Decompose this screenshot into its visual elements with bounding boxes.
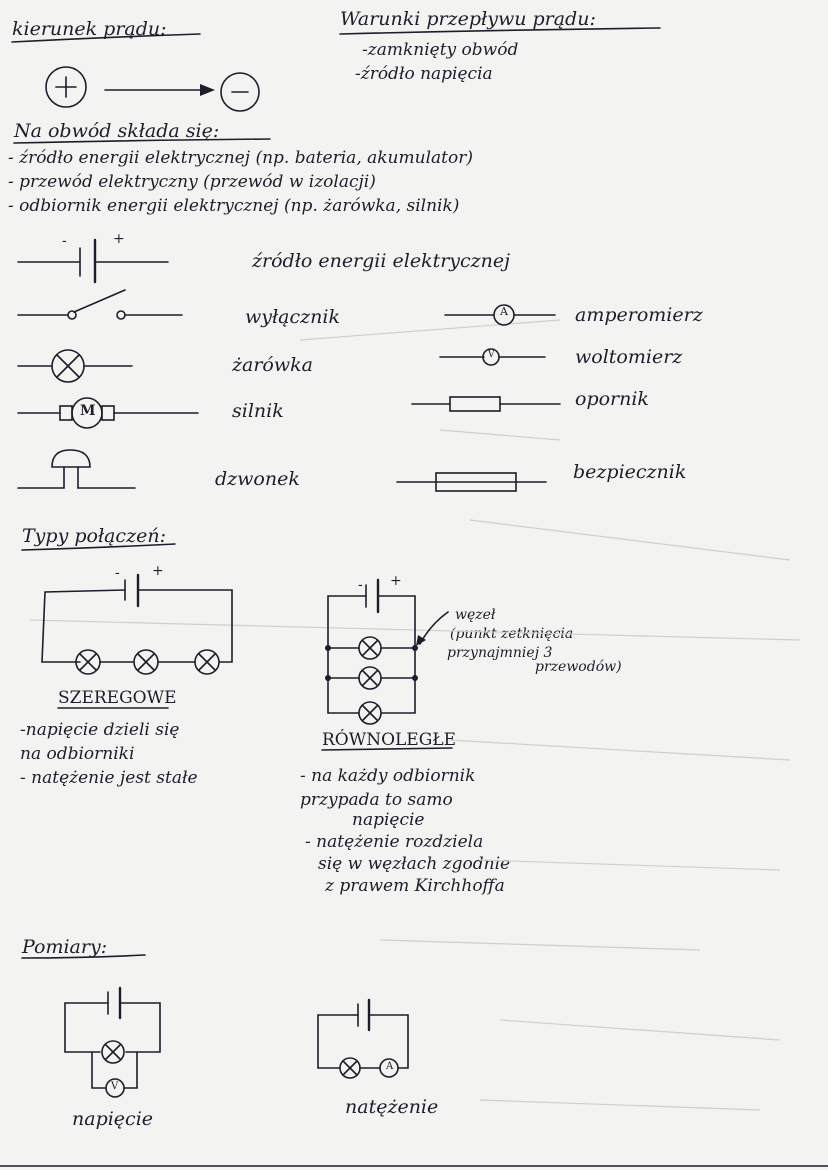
motor-symbol-icon: [18, 398, 198, 428]
current-direction-diagram: [46, 67, 259, 111]
parallel-note-6: z prawem Kirchhoffa: [325, 876, 505, 896]
measure-voltmeter-letter: V: [111, 1081, 119, 1092]
label-voltmeter: woltomierz: [575, 346, 683, 368]
direction-heading: kierunek prądu:: [12, 18, 167, 40]
fuse-symbol-icon: [397, 473, 546, 491]
bleed-through: [30, 320, 800, 1110]
circuit-item-source: - źródło energii elektrycznej (np. bateria, akumulator): [8, 148, 473, 168]
label-ammeter: amperomierz: [575, 304, 703, 326]
parallel-minus-sign: -: [358, 577, 363, 593]
circuit-item-wire: - przewód elektryczny (przewód w izolacji): [8, 172, 376, 192]
connections-heading: Typy połączeń:: [22, 525, 166, 547]
series-note-1: -napięcie dzieli się: [20, 720, 180, 740]
series-minus-sign: -: [115, 565, 120, 581]
label-resistor: opornik: [575, 388, 649, 410]
voltmeter-symbol-icon: [440, 349, 545, 365]
node-note-1: węzeł: [455, 607, 496, 623]
parallel-label: RÓWNOLEGŁE: [322, 730, 457, 750]
series-note-3: - natężenie jest stałe: [20, 768, 198, 788]
voltage-measure-label: napięcie: [72, 1108, 154, 1130]
source-symbol-icon: [18, 240, 168, 282]
resistor-symbol-icon: [412, 397, 560, 411]
bulb-symbol-icon: [18, 350, 132, 382]
parallel-note-5: się w węzłach zgodnie: [318, 854, 511, 874]
label-motor: silnik: [232, 400, 284, 422]
label-switch: wyłącznik: [245, 306, 340, 328]
voltmeter-letter: V: [488, 350, 495, 360]
switch-symbol-icon: [18, 290, 182, 319]
parallel-plus-sign: +: [390, 573, 402, 589]
node-note-3: przynajmniej 3: [447, 645, 553, 661]
label-source: źródło energii elektrycznej: [252, 250, 511, 272]
series-note-2: na odbiorniki: [20, 744, 135, 764]
condition-item-source: -źródło napięcia: [355, 64, 493, 84]
heading-underlines: [12, 28, 660, 958]
parallel-note-3: napięcie: [352, 810, 425, 830]
motor-letter: M: [80, 403, 96, 419]
series-label: SZEREGOWE: [58, 688, 177, 708]
parallel-circuit-diagram: [322, 577, 452, 750]
label-bell: dzwonek: [215, 468, 300, 490]
series-circuit-diagram: [42, 575, 232, 708]
source-minus-sign: -: [62, 233, 67, 249]
voltage-measurement-diagram: [65, 988, 160, 1097]
parallel-note-4: - natężenie rozdziela: [305, 832, 484, 852]
condition-item-closed: -zamknięty obwód: [362, 40, 519, 60]
current-measure-label: natężenie: [345, 1096, 439, 1118]
series-plus-sign: +: [152, 563, 164, 579]
bell-symbol-icon: [18, 450, 135, 488]
conditions-heading: Warunki przepływu prądu:: [340, 8, 596, 30]
measurements-heading: Pomiary:: [22, 936, 108, 958]
source-plus-sign: +: [113, 231, 125, 247]
label-bulb: żarówka: [232, 354, 313, 376]
node-note-2: (punkt zetknięcia: [450, 626, 574, 642]
measure-ammeter-letter: A: [386, 1061, 394, 1072]
ammeter-letter: A: [500, 305, 508, 318]
node-note-4: przewodów): [535, 659, 622, 675]
circuit-heading: Na obwód składa się:: [14, 120, 220, 142]
parallel-note-2: przypada to samo: [300, 790, 453, 810]
current-measurement-diagram: [318, 1000, 408, 1078]
circuit-item-receiver: - odbiornik energii elektrycznej (np. żarówka, silnik): [8, 196, 460, 216]
label-fuse: bezpiecznik: [573, 461, 687, 483]
parallel-note-1: - na każdy odbiornik: [300, 766, 476, 786]
